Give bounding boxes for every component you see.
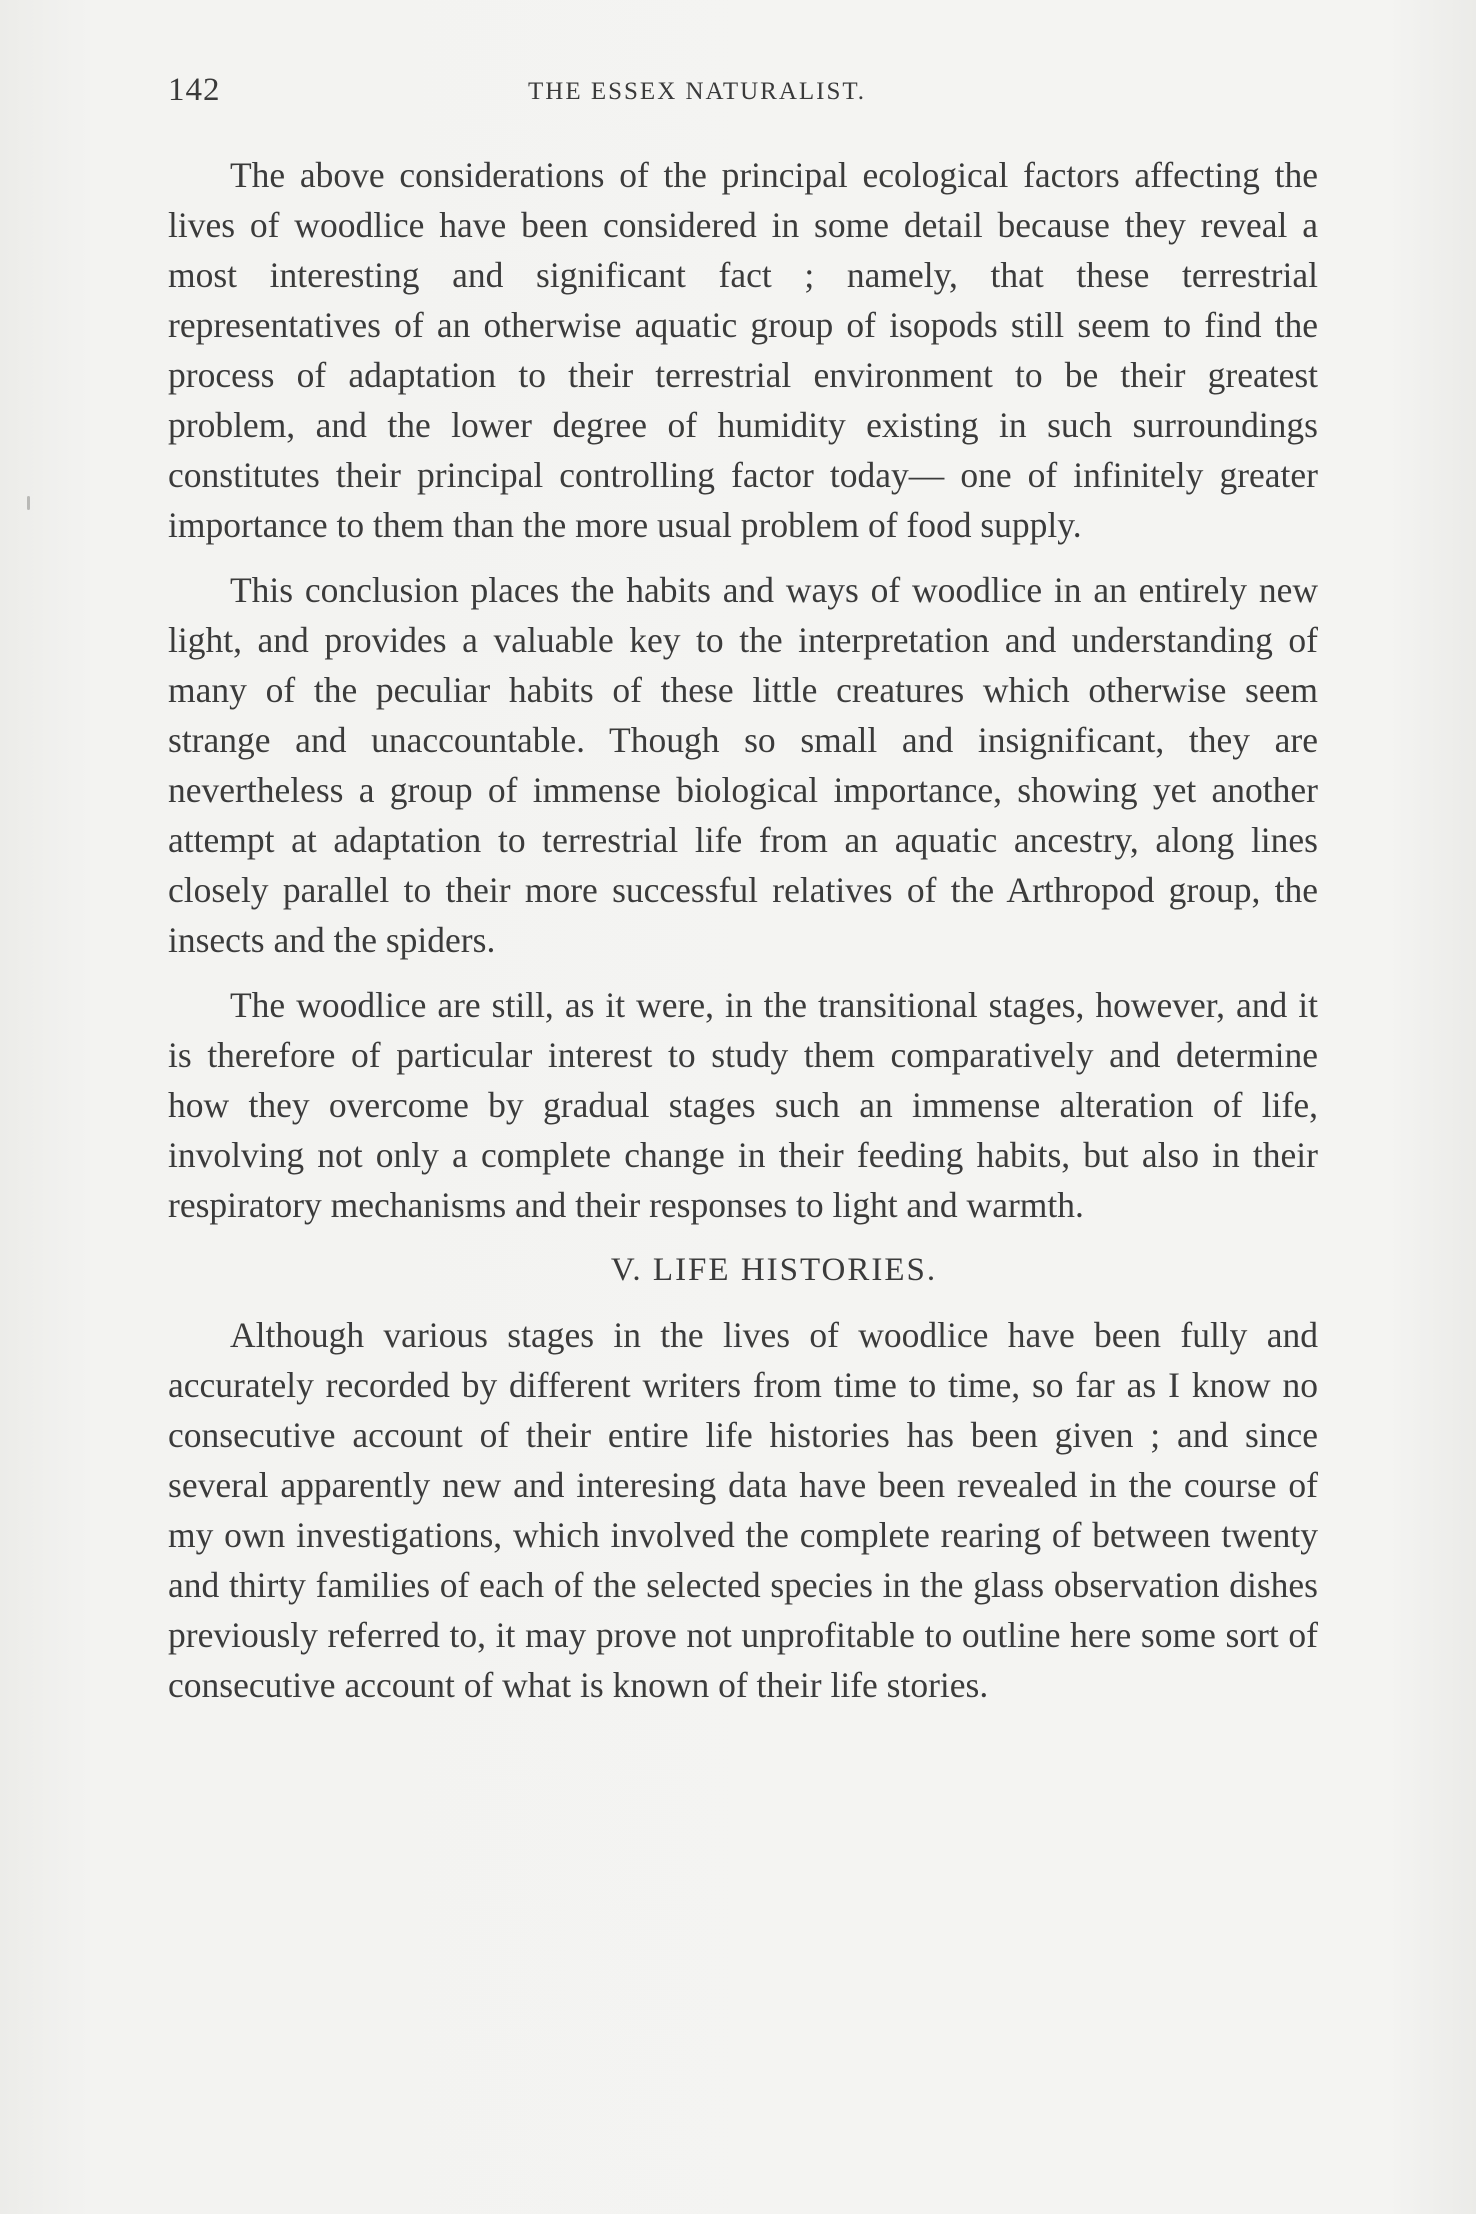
page-number: 142	[168, 72, 221, 108]
body-text	[168, 150, 1318, 1725]
journal-title: THE ESSEX NATURALIST.	[528, 78, 867, 105]
paragraph-transitional-stages: The woodlice are still, as it were, in the transitional stages, however, and it is therefore of particular interest to study them comparatively and determine how they overcome by gradual stages such an immense alteration of life, involving not only a complete change in their feeding habits, but also in their respiratory mechanisms and their responses to light and warmth.	[168, 985, 1318, 1225]
section-heading: V. LIFE HISTORIES.	[610, 1252, 938, 1288]
margin-mark	[27, 496, 30, 510]
running-head	[168, 72, 1318, 116]
paragraph-ecological-factors: The above considerations of the principal ecological factors affecting the lives of woodlice have been considered in some detail because they reveal a most interesting and significant fact ; namely, that these terrestrial representatives of an otherwise aquatic group of isopods still seem to find the process of adaptation to their terrestrial environment to be their greatest problem, and the lower degree of humidity existing in such surroundings constitutes their principal controlling factor today— one of infinitely greater importance to them than the more usual problem of food supply.	[168, 155, 1318, 545]
paragraph-conclusion: This conclusion places the habits and ways of woodlice in an entirely new light, and provides a valuable key to the interpretation and understanding of many of the peculiar habits of these little creatures which otherwise seem strange and unaccountable. Though so small and insignificant, they are nevertheless a group of immense biological importance, showing yet another attempt at adaptation to terrestrial life from an aquatic ancestry, along lines closely parallel to their more successful relatives of the Arthropod group, the insects and the spiders.	[168, 570, 1318, 960]
paragraph-life-histories: Although various stages in the lives of woodlice have been fully and accurately recorded by different writers from time to time, so far as I know no consecutive account of their entire life histories has been given ; and since several apparently new and interesing data have been revealed in the course of my own investigations, which involved the complete rearing of between twenty and thirty families of each of the selected species in the glass observation dishes previously referred to, it may prove not unprofitable to outline here some sort of consecutive account of what is known of their life stories.	[168, 1315, 1318, 1705]
